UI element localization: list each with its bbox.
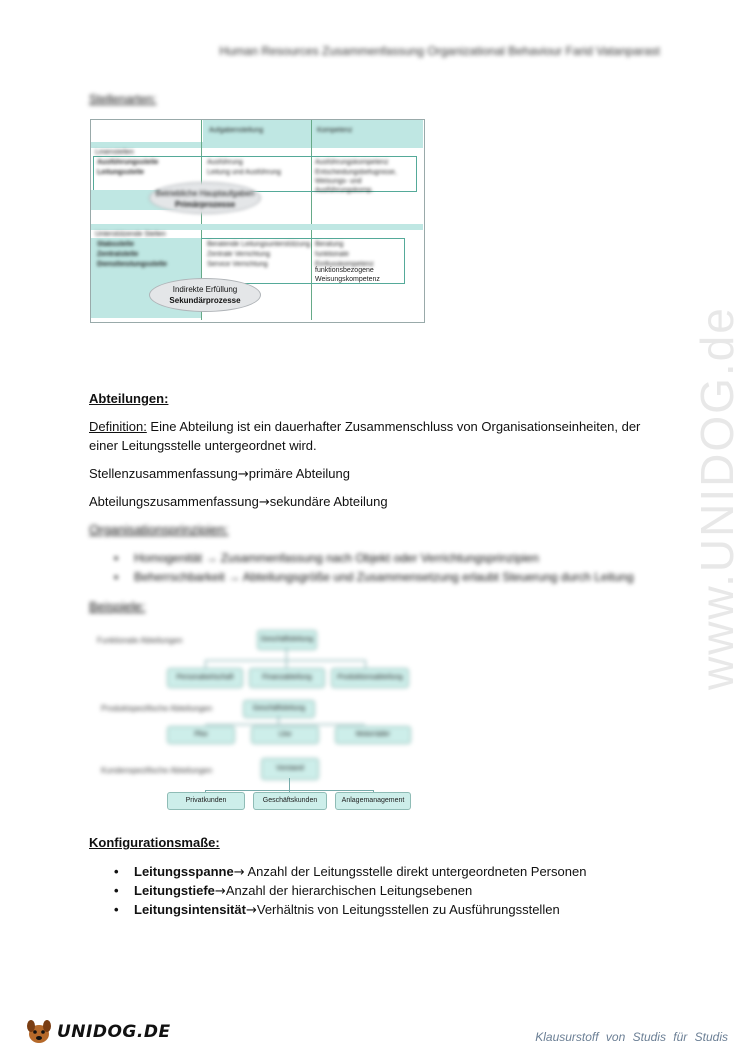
definition-text: Eine Abteilung ist ein dauerhafter Zusammenschluss von Organisationseinheiten, der [146,419,641,434]
org-top-box: Geschäftsleitung [243,700,315,718]
list-item: • Leitungsintensität→Verhältnis von Leitungsstellen zu Ausführungsstellen [110,900,586,919]
definition-text-2: einer Leitungsstelle untergeordnet wird. [89,438,317,453]
linie-comp-2: Entscheidungsbefugnisse, Weisungs- und Ausführungskomp. [315,169,397,194]
org-chart-produkt: Produktspezifische Abteilungen Geschäftsleitung Pkw Lkw Motorräder [95,700,425,746]
line-stellenzusammenfassung: Stellenzusammenfassung→primäre Abteilung [89,466,350,482]
prinzipien-heading: Organisationsprinzipien: [89,522,229,537]
ellipse-primaerprozesse: Betriebliche Hauptaufgaben Primärprozesse [149,182,261,214]
org-child-box: Geschäftskunden [253,792,327,810]
linie-row-1: Ausführungsstelle [97,159,159,166]
watermark: www.UNIDOG.de [691,306,743,690]
konfiguration-heading: Konfigurationsmaße: [89,835,220,850]
definition-label: Definition: [89,419,147,434]
definition-paragraph [89,417,649,436]
unidog-logo [22,1014,171,1048]
unter-label: Unterstützende Stellen [95,231,166,238]
footer-tagline: Klausurstoff von Studis für Studis [535,1030,728,1044]
unter-row-1: Stabsstelle [97,241,134,248]
org-child-box: Finanzabteilung [249,668,325,688]
org-child-box: Produktionsabteilung [331,668,409,688]
prinzipien-list [110,549,634,587]
org-child-box: Privatkunden [167,792,245,810]
unter-row-3: Dienstleistungsstelle [97,261,168,268]
linie-task-2: Leitung und Ausführung [207,169,281,176]
org-chart-funktional: Funktionale Abteilungen Geschäftsleitung Personalwirtschaft Finanzabteilung Produktionsabteilung [95,628,425,688]
org-child-box: Motorräder [335,726,411,744]
unter-comp-1: Beratung [315,241,344,248]
stellenarten-heading: Stellenarten: [89,92,157,106]
unter-task-3: Service Verrichtung [207,261,268,268]
unter-comp-3: Einflusskompetenz [315,261,374,268]
arrow-icon: → [237,467,249,482]
arrow-icon: → [233,865,245,880]
page-header: Human Resources Zusammenfassung Organizational Behaviour Farid Vatanparast [219,44,660,58]
unter-comp-extra-2: Weisungskompetenz [315,276,380,283]
linie-comp-1: Ausführungskompetenz [315,159,389,166]
arrow-icon: → [214,884,226,899]
abteilungen-heading: Abteilungen: [89,391,169,406]
org-child-box: Pkw [167,726,235,744]
org-top-box: Geschäftsleitung [257,630,317,650]
dog-icon [22,1014,56,1048]
linie-label: Linienstellen [95,149,134,156]
unter-task-2: Zentrale Verrichtung [207,251,271,258]
ellipse-sekundaerprozesse: Indirekte Erfüllung Sekundärprozesse [149,278,261,312]
list-item: • Leitungstiefe→Anzahl der hierarchischen Leitungsebenen [110,881,586,900]
org-child-box: Personalwirtschaft [167,668,243,688]
arrow-icon: → [258,495,270,510]
list-item: • Leitungsspanne→ Anzahl der Leitungsstelle direkt untergeordneten Personen [110,862,586,881]
line-abteilungszusammenfassung: Abteilungszusammenfassung→sekundäre Abteilung [89,494,388,510]
org-chart-kunden: Kundenspezifische Abteilungen Vorstand Privatkunden Geschäftskunden Anlagemanagement [95,758,425,810]
col-comp-header: Kompetenz [317,127,353,134]
unter-row-2: Zentralstelle [97,251,139,258]
linie-row-2: Leitungsstelle [97,169,145,176]
unter-comp-2: funktionale [315,251,349,258]
unter-task-1: Beratende Leitungsunterstützung [207,241,311,248]
list-item: • Beherrschbarkeit → Abteilungsgröße und Zusammensetzung erlaubt Steuerung durch Leitung [110,568,634,587]
org-child-box: Lkw [251,726,319,744]
unter-comp-extra-1: funktionsbezogene [315,267,374,274]
org-top-box: Vorstand [261,758,319,780]
stellenarten-table-figure [90,119,425,323]
arrow-icon: → [245,903,257,918]
logo-text: UNIDOG.DE [57,1022,171,1042]
konfiguration-list [110,862,586,919]
beispiele-heading: Beispiele: [89,599,146,614]
org-child-box: Anlagemanagement [335,792,411,810]
linie-task-1: Ausführung [207,159,243,166]
list-item: • Homogenität → Zusammenfassung nach Objekt oder Verrichtungsprinzipien [110,549,634,568]
col-task-header: Aufgabenstellung [209,127,264,134]
